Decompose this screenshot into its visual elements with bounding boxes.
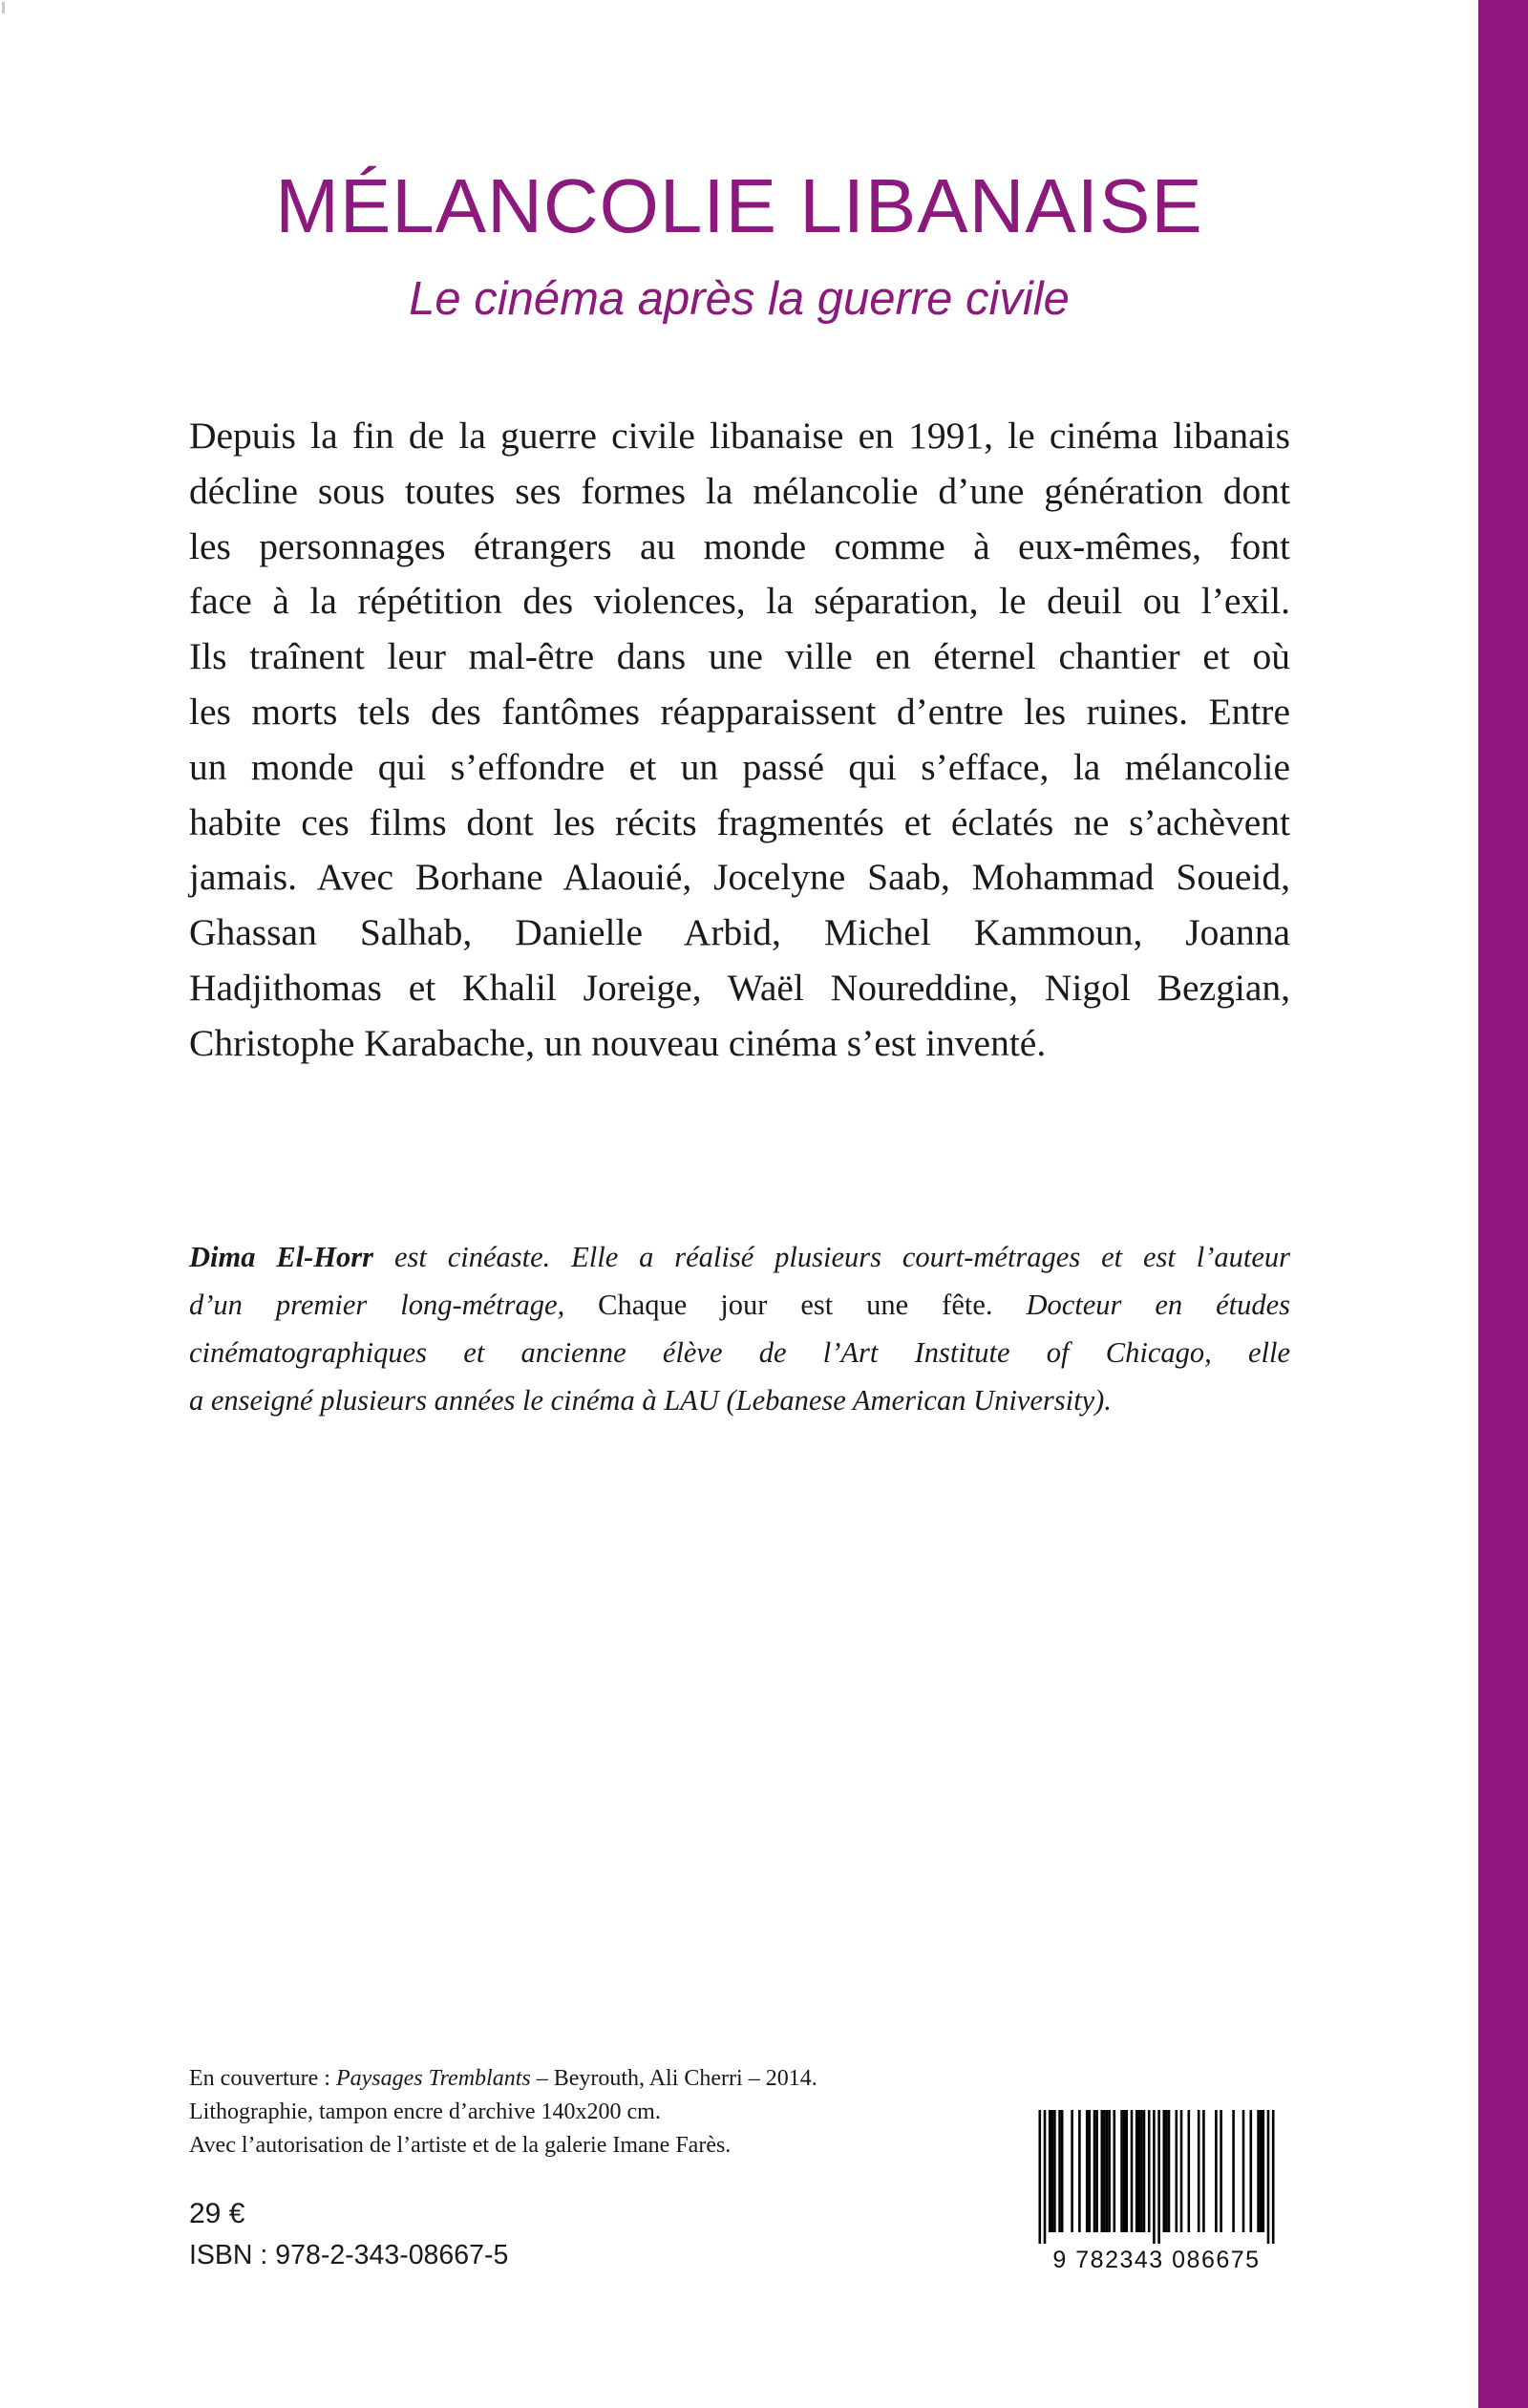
barcode-bar [1198, 2110, 1200, 2232]
barcode-bar [1215, 2110, 1218, 2232]
barcode-bar [1148, 2110, 1151, 2232]
barcode-bar [1250, 2110, 1253, 2232]
author-name: Dima El-Horr [189, 1241, 374, 1273]
barcode-bar [1071, 2110, 1073, 2232]
book-subtitle: Le cinéma après la guerre civile [409, 273, 1070, 325]
barcode-bar [1138, 2110, 1141, 2232]
barcode-bar [1049, 2110, 1051, 2232]
barcode-bar [1114, 2110, 1116, 2232]
credits-line [189, 2062, 953, 2096]
barcode-bar [1078, 2110, 1081, 2232]
barcode-bar [1039, 2110, 1042, 2244]
credits-line: Avec l’autorisation de l’artiste et de la galerie Imane Farès. [189, 2133, 732, 2158]
barcode-bar [1180, 2110, 1183, 2232]
barcode-bar [1058, 2110, 1061, 2232]
barcode-bar [1086, 2110, 1089, 2232]
blurb-line: jamais. Avec Borhane Alaouié, Jocelyne Saab, Mohammad Soueid, [189, 856, 1290, 899]
barcode-bar [1188, 2110, 1191, 2232]
barcode-bar [1053, 2110, 1056, 2232]
crop-mark [2, 2, 5, 13]
barcode-bar [1135, 2110, 1138, 2232]
barcode-bar [1168, 2110, 1171, 2232]
blurb-line: habite ces films dont les récits fragmentés et éclatés ne s’achèvent [189, 800, 1290, 843]
barcode-bar [1176, 2110, 1178, 2232]
blurb-line: Depuis la fin de la guerre civile libanaise en 1991, le cinéma libanais [189, 415, 1290, 457]
barcode-bar [1143, 2110, 1146, 2232]
blurb-line: Ils traînent leur mal-être dans une ville en éternel chantier et où [189, 635, 1290, 678]
spine-color-bar [1478, 0, 1528, 2408]
barcode-bar [1272, 2110, 1275, 2244]
barcode-bar [1123, 2110, 1126, 2232]
barcode-bar [1061, 2110, 1064, 2232]
barcode-bar [1202, 2110, 1205, 2232]
author-bio [189, 1233, 1290, 1424]
barcode-bar [1163, 2110, 1166, 2232]
barcode-bar [1108, 2110, 1111, 2232]
isbn: ISBN : 978-2-343-08667-5 [189, 2240, 509, 2270]
barcode-bar [1051, 2110, 1054, 2232]
barcode-bar [1242, 2110, 1245, 2232]
bio-line [189, 1281, 1290, 1329]
blurb-line: les morts tels des fantômes réapparaissent d’entre les ruines. Entre [189, 690, 1290, 733]
credits-text: – Beyrouth, Ali Cherri – 2014. [536, 2066, 817, 2091]
blurb-line: Hadjithomas et Khalil Joreige, Waël Noureddine, Nigol Bezgian, [189, 966, 1290, 1009]
film-title: Chaque jour est une fête. [598, 1289, 993, 1321]
book-title: MÉLANCOLIE LIBANAISE [275, 163, 1203, 248]
barcode-bar [1093, 2110, 1096, 2232]
credits-prefix: En couverture : [189, 2066, 330, 2091]
bio-text: est cinéaste. Elle a réalisé plusieurs court-métrages et est l’auteur [393, 1241, 1290, 1273]
bio-line: cinématographiques et ancienne élève de l’Art Institute of Chicago, elle [189, 1336, 1290, 1369]
blurb-line: un monde qui s’effondre et un passé qui s’efface, la mélancolie [189, 745, 1290, 788]
barcode-bar [1263, 2110, 1265, 2232]
barcode-bar [1106, 2110, 1109, 2232]
barcode-digits: 9 782343 086675 [1052, 2247, 1261, 2273]
barcode-bar [1044, 2110, 1047, 2244]
barcode-bar [1089, 2110, 1092, 2232]
barcode-bar [1157, 2110, 1160, 2244]
bio-line [189, 1233, 1290, 1281]
cover-credits [189, 2062, 953, 2163]
barcode-bar [1103, 2110, 1106, 2232]
barcode-bar [1095, 2110, 1098, 2232]
barcode [1027, 2106, 1286, 2276]
barcode-bar [1120, 2110, 1123, 2232]
barcode-bar [1260, 2110, 1263, 2232]
barcode-bar [1101, 2110, 1104, 2232]
blurb-line: les personnages étrangers au monde comme à eux-mêmes, font [189, 524, 1290, 567]
blurb-line: face à la répétition des violences, la séparation, le deuil ou l’exil. [189, 580, 1290, 623]
barcode-bar [1131, 2110, 1134, 2232]
blurb-line: Christophe Karabache, un nouveau cinéma s’est inventé. [189, 1021, 1047, 1064]
barcode-bar [1232, 2110, 1235, 2232]
blurb-line: décline sous toutes ses formes la mélancolie d’une génération dont [189, 469, 1290, 512]
barcode-bars [1032, 2110, 1281, 2244]
barcode-bar [1220, 2110, 1222, 2232]
artwork-title: Paysages Tremblants [335, 2066, 531, 2091]
barcode-bar [1140, 2110, 1143, 2232]
bio-line: a enseigné plusieurs années le cinéma à LAU (Lebanese American University). [189, 1384, 1112, 1417]
barcode-bar [1257, 2110, 1260, 2232]
blurb-line: Ghassan Salhab, Danielle Arbid, Michel Kammoun, Joanna [189, 911, 1290, 954]
bio-text: d’un premier long-métrage, [189, 1289, 565, 1321]
barcode-bar [1267, 2110, 1270, 2244]
barcode-bar [1153, 2110, 1156, 2244]
credits-line: Lithographie, tampon encre d’archive 140x200 cm. [189, 2099, 661, 2124]
barcode-bar [1126, 2110, 1129, 2232]
price: 29 € [189, 2198, 245, 2229]
back-cover-blurb [189, 409, 1290, 1072]
bio-text: Docteur en études [1026, 1289, 1291, 1321]
barcode-bar [1165, 2110, 1168, 2232]
